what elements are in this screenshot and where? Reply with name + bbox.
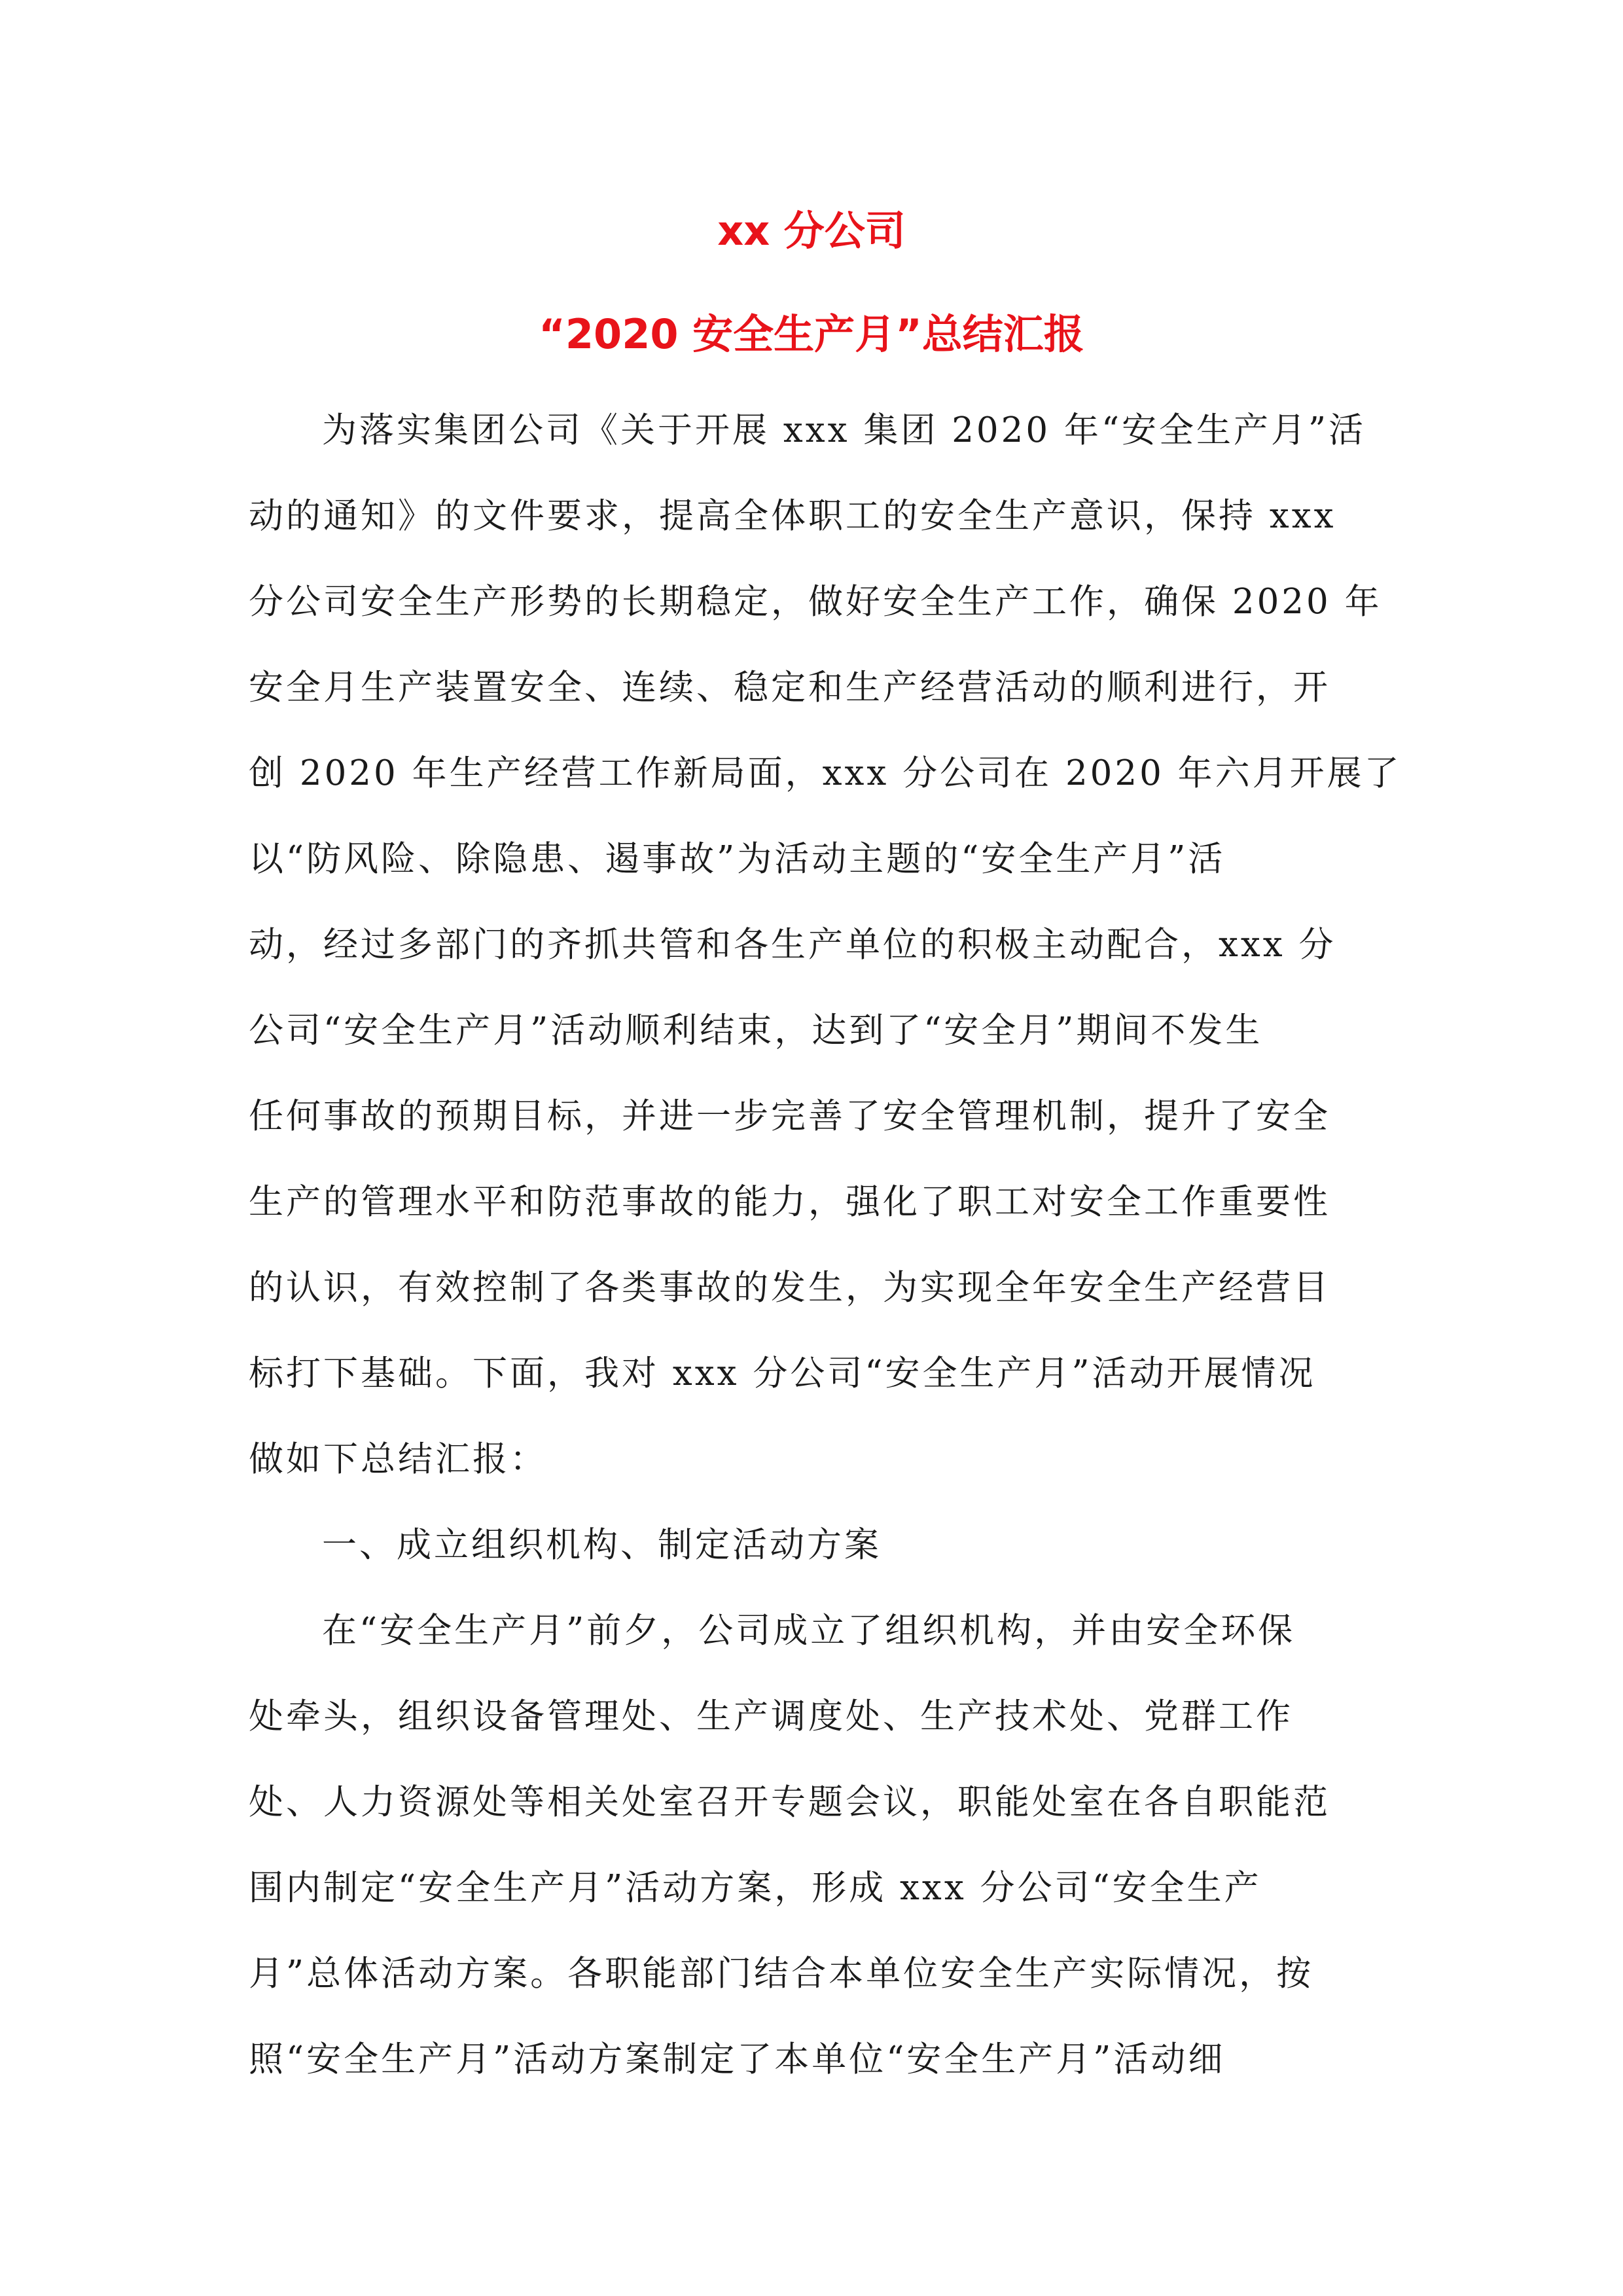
paragraph-2-line-3: 处、人力资源处等相关处室召开专题会议，职能处室在各自职能范: [249, 1782, 1330, 1822]
document-title-report: “2020 安全生产月”总结汇报: [539, 310, 1084, 358]
paragraph-1-line-7: 动，经过多部门的齐抓共管和各生产单位的积极主动配合，xxx 分: [249, 925, 1336, 965]
document-body: [249, 387, 1402, 2102]
paragraph-1-line-4: 安全月生产装置安全、连续、稳定和生产经营活动的顺利进行，开: [249, 668, 1330, 708]
paragraph-1-line-13: 做如下总结汇报：: [249, 1439, 547, 1479]
paragraph-1-line-8: 公司“安全生产月”活动顺利结束，达到了“安全月”期间不发生: [249, 1011, 1263, 1050]
paragraph-1-line-12: 标打下基础。下面，我对 xxx 分公司“安全生产月”活动开展情况: [249, 1354, 1316, 1393]
paragraph-1-line-3: 分公司安全生产形势的长期稳定，做好安全生产工作，确保 2020 年: [249, 582, 1382, 622]
paragraph-2-line-2: 处牵头，组织设备管理处、生产调度处、生产技术处、党群工作: [249, 1696, 1293, 1736]
title-block: [0, 208, 1623, 357]
paragraph-1-line-10: 生产的管理水平和防范事故的能力，强化了职工对安全工作重要性: [249, 1182, 1330, 1222]
paragraph-1-line-9: 任何事故的预期目标，并进一步完善了安全管理机制，提升了安全: [249, 1096, 1330, 1136]
document-title-company: xx 分公司: [717, 207, 906, 255]
paragraph-2-line-6: 照“安全生产月”活动方案制定了本单位“安全生产月”活动细: [249, 2039, 1226, 2079]
paragraph-2-line-1: 在“安全生产月”前夕，公司成立了组织机构，并由安全环保: [322, 1611, 1296, 1651]
paragraph-2-line-4: 围内制定“安全生产月”活动方案，形成 xxx 分公司“安全生产: [249, 1868, 1262, 1908]
paragraph-1-line-6: 以“防风险、除隐患、遏事故”为活动主题的“安全生产月”活: [249, 839, 1226, 879]
section-heading-1: 一、成立组织机构、制定活动方案: [322, 1525, 882, 1565]
paragraph-1-line-11: 的认识，有效控制了各类事故的发生，为实现全年安全生产经营目: [249, 1268, 1330, 1308]
paragraph-2-line-5: 月”总体活动方案。各职能部门结合本单位安全生产实际情况，按: [249, 1954, 1314, 1994]
paragraph-1-line-1: 为落实集团公司《关于开展 xxx 集团 2020 年“安全生产月”活: [322, 410, 1366, 450]
paragraph-1-line-5: 创 2020 年生产经营工作新局面，xxx 分公司在 2020 年六月开展了: [249, 753, 1402, 793]
paragraph-1-line-2: 动的通知》的文件要求，提高全体职工的安全生产意识，保持 xxx: [249, 496, 1336, 536]
